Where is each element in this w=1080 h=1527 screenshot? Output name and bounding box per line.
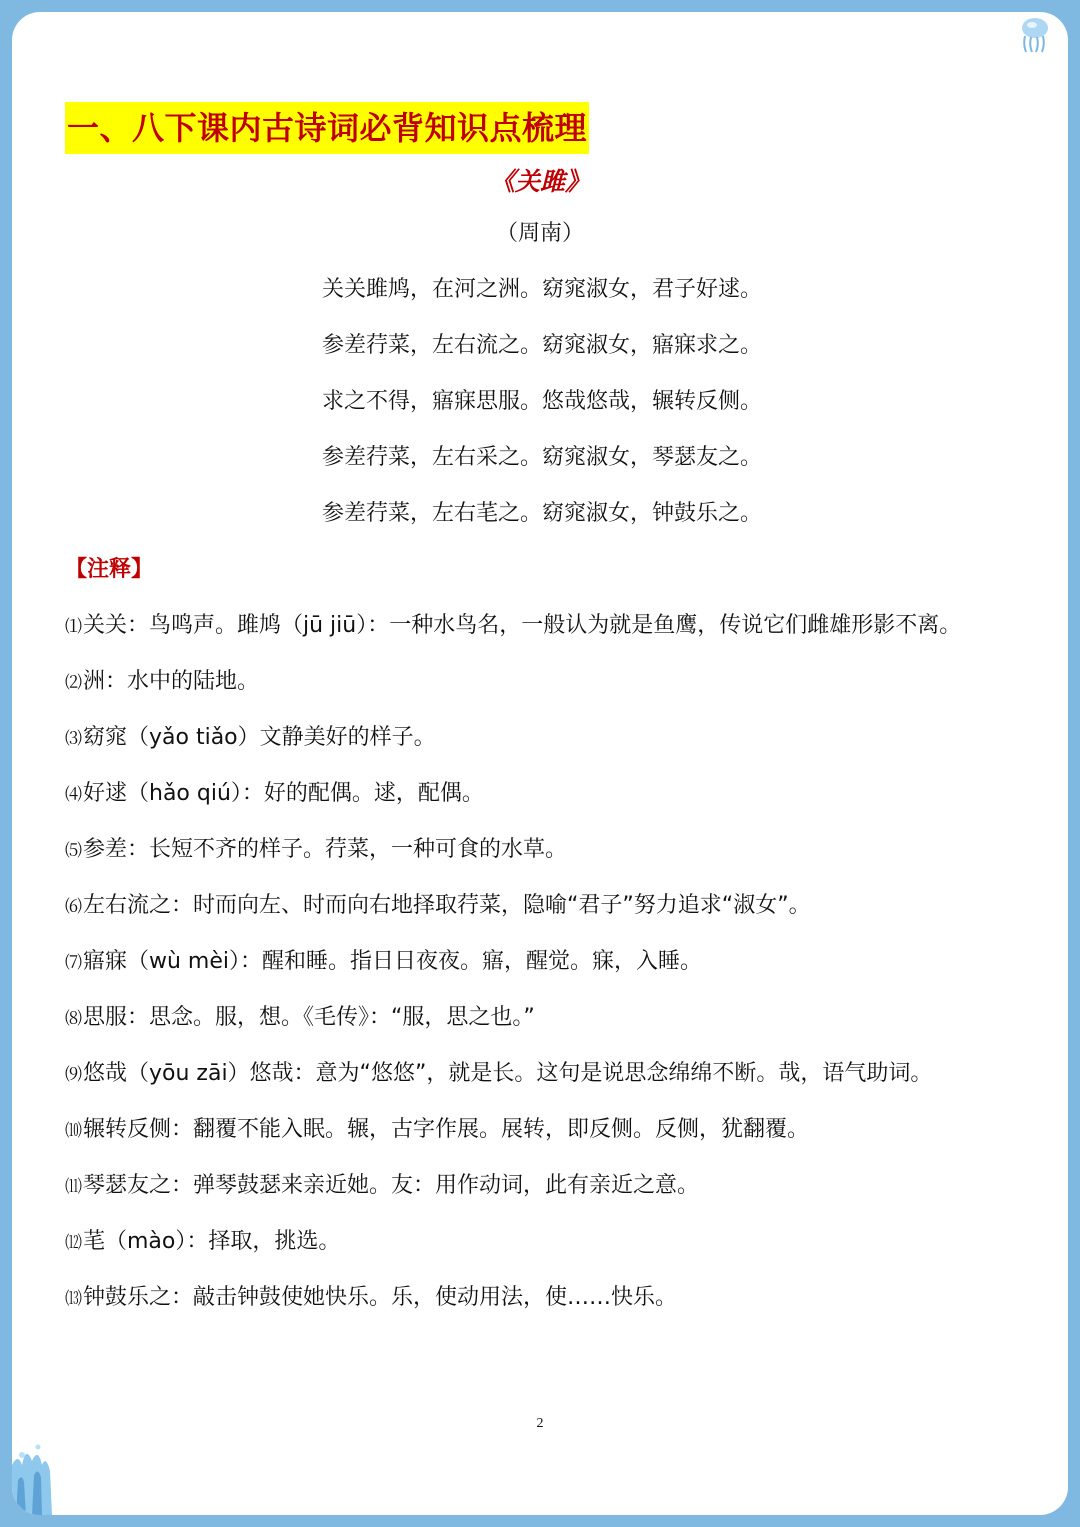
note-item xyxy=(65,608,1025,664)
note-text: 悠哉（yōu zāi）悠哉：意为“悠悠”，就是长。这句是说思念绵绵不断。哉，语气助词。 xyxy=(83,1061,933,1086)
poem-title: 《关雎》 xyxy=(489,167,590,196)
note-number: ⑶ xyxy=(65,729,82,749)
note-item xyxy=(65,832,1025,888)
note-item xyxy=(65,888,1025,944)
notes-heading: 【注释】 xyxy=(65,557,154,582)
note-item xyxy=(65,1168,1025,1224)
note-number: ⑽ xyxy=(65,1121,82,1141)
note-item xyxy=(65,1056,1025,1112)
note-number: ⑵ xyxy=(65,673,82,693)
note-number: ⑻ xyxy=(65,1009,82,1029)
note-text: 参差：长短不齐的样子。荇菜，一种可食的水草。 xyxy=(83,837,568,862)
poem-line: 求之不得，寤寐思服。悠哉悠哉，辗转反侧。 xyxy=(322,389,763,414)
note-item xyxy=(65,776,1025,832)
note-number: ⑾ xyxy=(65,1177,82,1197)
poem-body xyxy=(322,272,762,552)
note-item xyxy=(65,1224,1025,1280)
note-text: 辗转反侧：翻覆不能入眠。辗，古字作展。展转，即反侧。反侧，犹翻覆。 xyxy=(83,1117,810,1142)
note-number: ⑺ xyxy=(65,953,82,973)
note-item xyxy=(65,720,1025,776)
note-text: 洲：水中的陆地。 xyxy=(83,669,260,694)
note-text: 思服：思念。服，想。《毛传》：“服，思之也。” xyxy=(83,1005,535,1030)
note-number: ⑼ xyxy=(65,1065,82,1085)
note-text: 寤寐（wù mèi）：醒和睡。指日日夜夜。寤，醒觉。寐，入睡。 xyxy=(83,949,703,974)
document-page xyxy=(12,12,1068,1515)
poem-line: 参差荇菜，左右芼之。窈窕淑女，钟鼓乐之。 xyxy=(322,501,763,526)
note-text: 芼（mào）：择取，挑选。 xyxy=(83,1229,341,1254)
coral-decoration-icon xyxy=(12,1425,72,1515)
jellyfish-decoration-icon xyxy=(1014,14,1056,56)
note-text: 左右流之：时而向左、时而向右地择取荇菜，隐喻“君子”努力追求“淑女”。 xyxy=(83,893,811,918)
note-item xyxy=(65,664,1025,720)
note-number: ⑸ xyxy=(65,841,82,861)
note-text: 好逑（hǎo qiú）：好的配偶。逑，配偶。 xyxy=(83,781,484,806)
note-number: ⑹ xyxy=(65,897,82,917)
note-number: ⒀ xyxy=(65,1289,82,1309)
note-item xyxy=(65,1112,1025,1168)
section-heading: 一、八下课内古诗词必背知识点梳理 xyxy=(65,102,589,154)
note-item xyxy=(65,1280,1025,1336)
poem-line: 参差荇菜，左右流之。窈窕淑女，寤寐求之。 xyxy=(322,333,763,358)
note-text: 钟鼓乐之：敲击钟鼓使她快乐。乐，使动用法，使……快乐。 xyxy=(83,1285,678,1310)
note-item xyxy=(65,944,1025,1000)
note-item xyxy=(65,1000,1025,1056)
note-number: ⑴ xyxy=(65,617,82,637)
note-text: 琴瑟友之：弹琴鼓瑟来亲近她。友：用作动词，此有亲近之意。 xyxy=(83,1173,700,1198)
notes-list xyxy=(65,608,1025,1336)
page-number: 2 xyxy=(536,1416,544,1431)
poem-line: 关关雎鸠，在河之洲。窈窕淑女，君子好逑。 xyxy=(322,277,763,302)
note-text: 窈窕（yǎo tiǎo）文静美好的样子。 xyxy=(83,725,436,750)
poem-author: （周南） xyxy=(495,221,584,246)
note-number: ⑷ xyxy=(65,785,82,805)
note-number: ⑿ xyxy=(65,1233,82,1253)
poem-line: 参差荇菜，左右采之。窈窕淑女，琴瑟友之。 xyxy=(322,445,763,470)
note-text: 关关：鸟鸣声。雎鸠（jū jiū）：一种水鸟名，一般认为就是鱼鹰，传说它们雌雄形影不离。 xyxy=(83,613,962,638)
